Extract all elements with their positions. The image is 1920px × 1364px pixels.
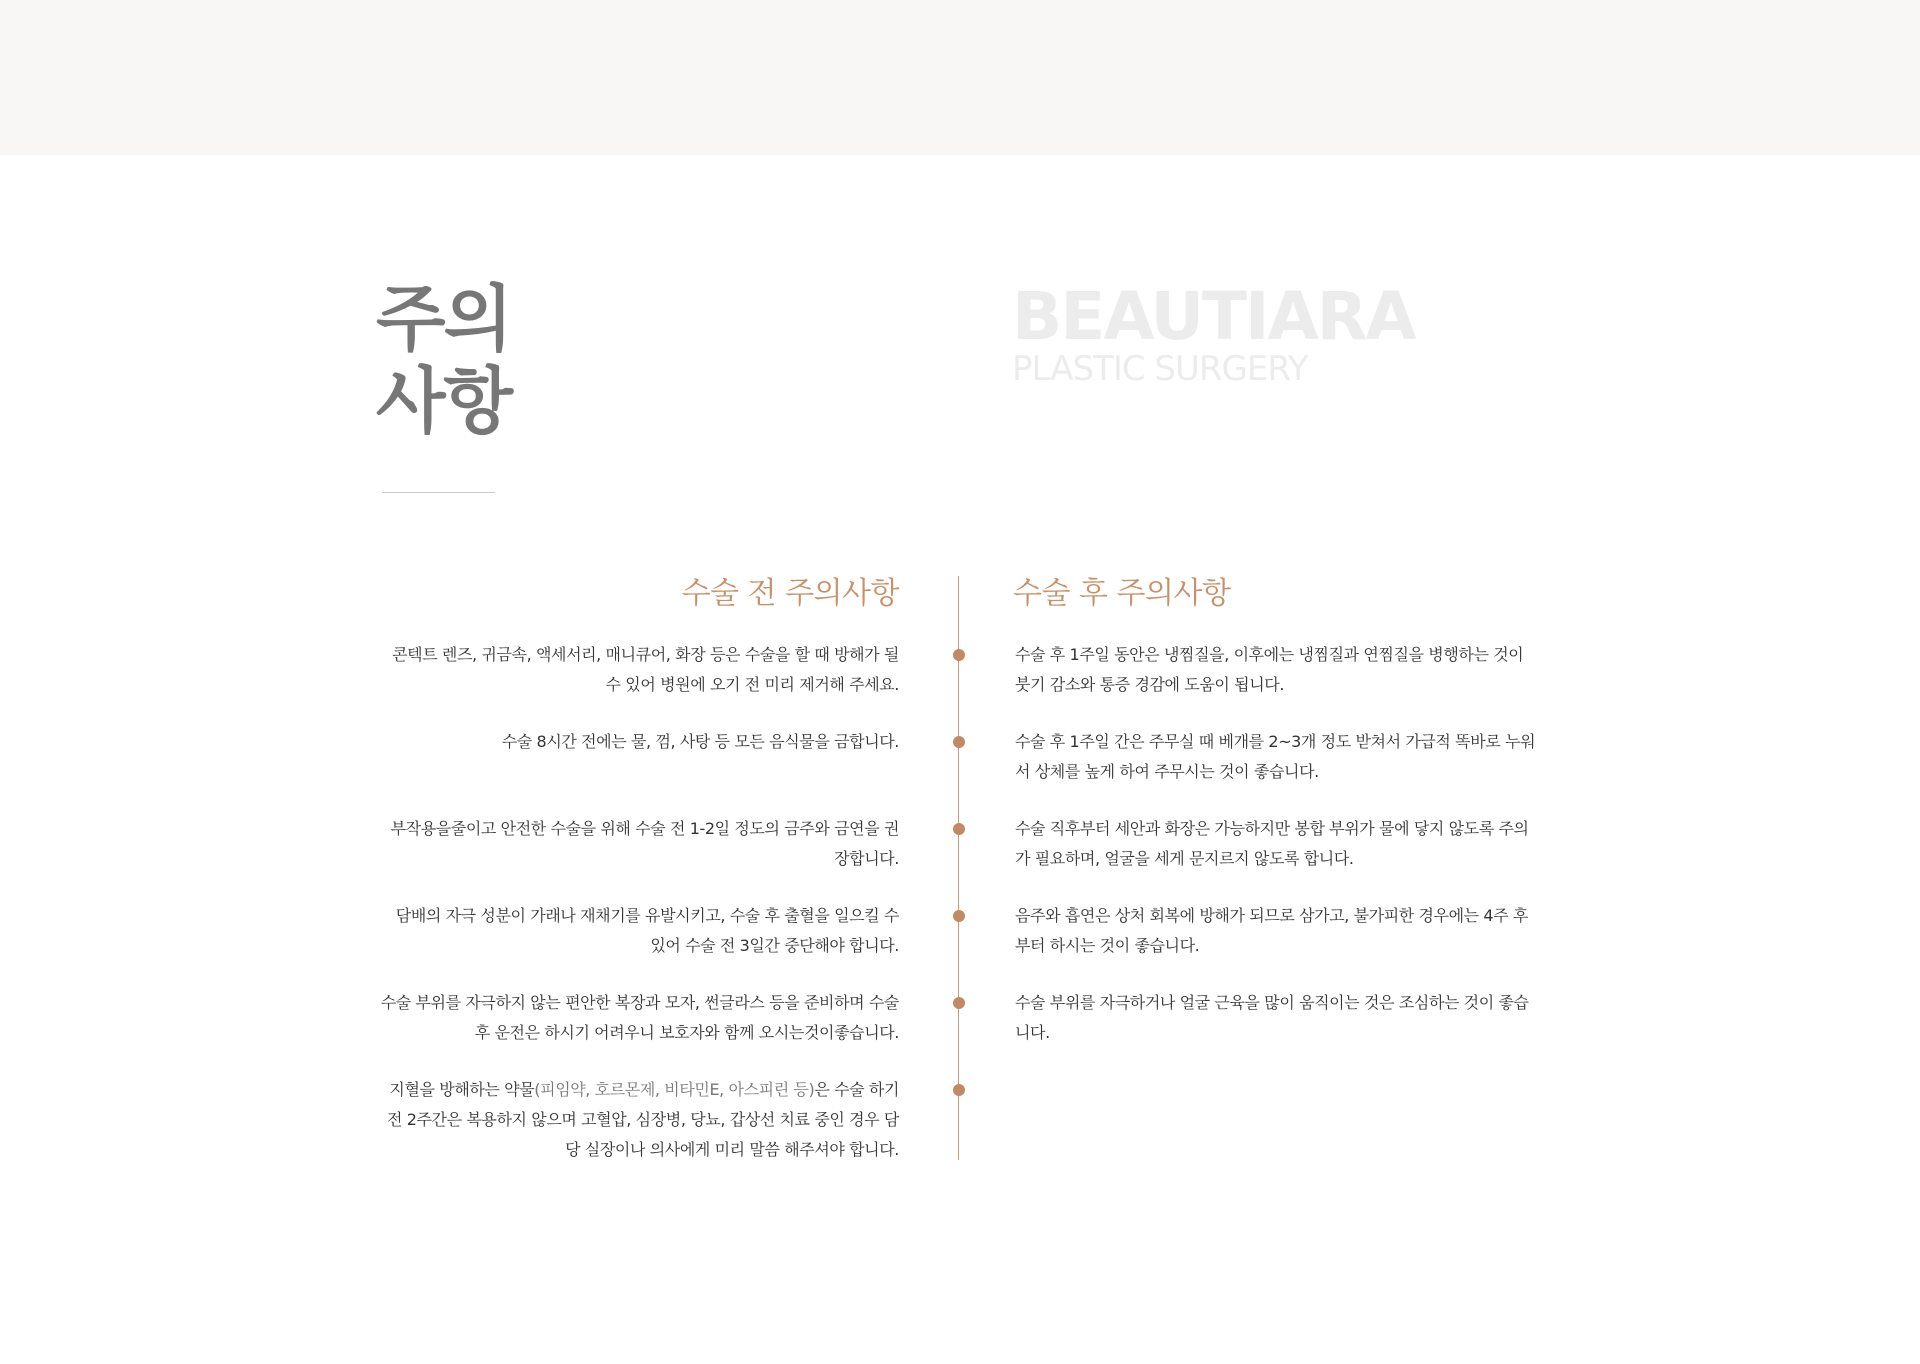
after-item: 수술 부위를 자극하거나 얼굴 근육을 많이 움직이는 것은 조심하는 것이 좋습니다. xyxy=(1015,993,1529,1042)
title-divider xyxy=(382,492,495,493)
timeline-dot xyxy=(953,997,965,1009)
after-item: 음주와 흡연은 상처 회복에 방해가 되므로 삼가고, 불가피한 경우에는 4주 후부터 하시는 것이 좋습니다. xyxy=(1015,906,1529,955)
before-item: 콘텍트 렌즈, 귀금속, 액세서리, 매니큐어, 화장 등은 수술을 할 때 방해가 될 수 있어 병원에 오기 전 미리 제거해 주세요. xyxy=(392,645,899,694)
medication-examples: (피임약, 호르몬제, 비타민E, 아스피린 등) xyxy=(534,1080,815,1099)
after-surgery-heading: 수술 후 주의사항 xyxy=(1013,576,1231,611)
brand-subtitle: PLASTIC SURGERY xyxy=(1012,349,1308,389)
timeline-dot xyxy=(953,910,965,922)
timeline-dot xyxy=(953,1084,965,1096)
before-surgery-heading: 수술 전 주의사항 xyxy=(681,576,899,611)
medication-text-pre: 지혈을 방해하는 약물 xyxy=(389,1080,535,1099)
before-item: 수술 8시간 전에는 물, 껌, 사탕 등 모든 음식물을 금합니다. xyxy=(501,732,899,751)
medication-text-post: 은 수술 하기 전 2주간은 복용하지 않으며 고혈압, 심장병, 당뇨, 갑상선 치료 중인 경우 담당 실장이나 의사에게 미리 말씀 해주셔야 합니다. xyxy=(386,1080,899,1159)
after-item: 수술 후 1주일 동안은 냉찜질을, 이후에는 냉찜질과 연찜질을 병행하는 것이 붓기 감소와 통증 경감에 도움이 됩니다. xyxy=(1015,645,1524,694)
before-item-medication xyxy=(380,1075,899,1165)
brand-name: BEAUTIARA xyxy=(1012,278,1415,355)
page-title-line-1: 주의 xyxy=(376,277,512,361)
before-item: 수술 부위를 자극하지 않는 편안한 복장과 모자, 썬글라스 등을 준비하며 수술 후 운전은 하시기 어려우니 보호자와 함께 오시는것이좋습니다. xyxy=(380,993,899,1042)
timeline-dot xyxy=(953,823,965,835)
after-item: 수술 후 1주일 간은 주무실 때 베개를 2~3개 정도 받쳐서 가급적 똑바로 누워서 상체를 높게 하여 주무시는 것이 좋습니다. xyxy=(1015,732,1536,781)
brand-logo xyxy=(1012,278,1415,389)
after-item: 수술 직후부터 세안과 화장은 가능하지만 봉합 부위가 물에 닿지 않도록 주의가 필요하며, 얼굴을 세게 문지르지 않도록 합니다. xyxy=(1015,819,1529,868)
before-item: 담배의 자극 성분이 가래나 재채기를 유발시키고, 수술 후 출혈을 일으킬 수 있어 수술 전 3일간 중단해야 합니다. xyxy=(395,906,899,955)
timeline-dot xyxy=(953,736,965,748)
before-item: 부작용을줄이고 안전한 수술을 위해 수술 전 1-2일 정도의 금주와 금연을 권장합니다. xyxy=(390,819,899,868)
page-title-line-2: 사항 xyxy=(376,359,512,443)
timeline-dot xyxy=(953,649,965,661)
timeline-divider xyxy=(958,576,959,1160)
page-title xyxy=(376,278,511,442)
